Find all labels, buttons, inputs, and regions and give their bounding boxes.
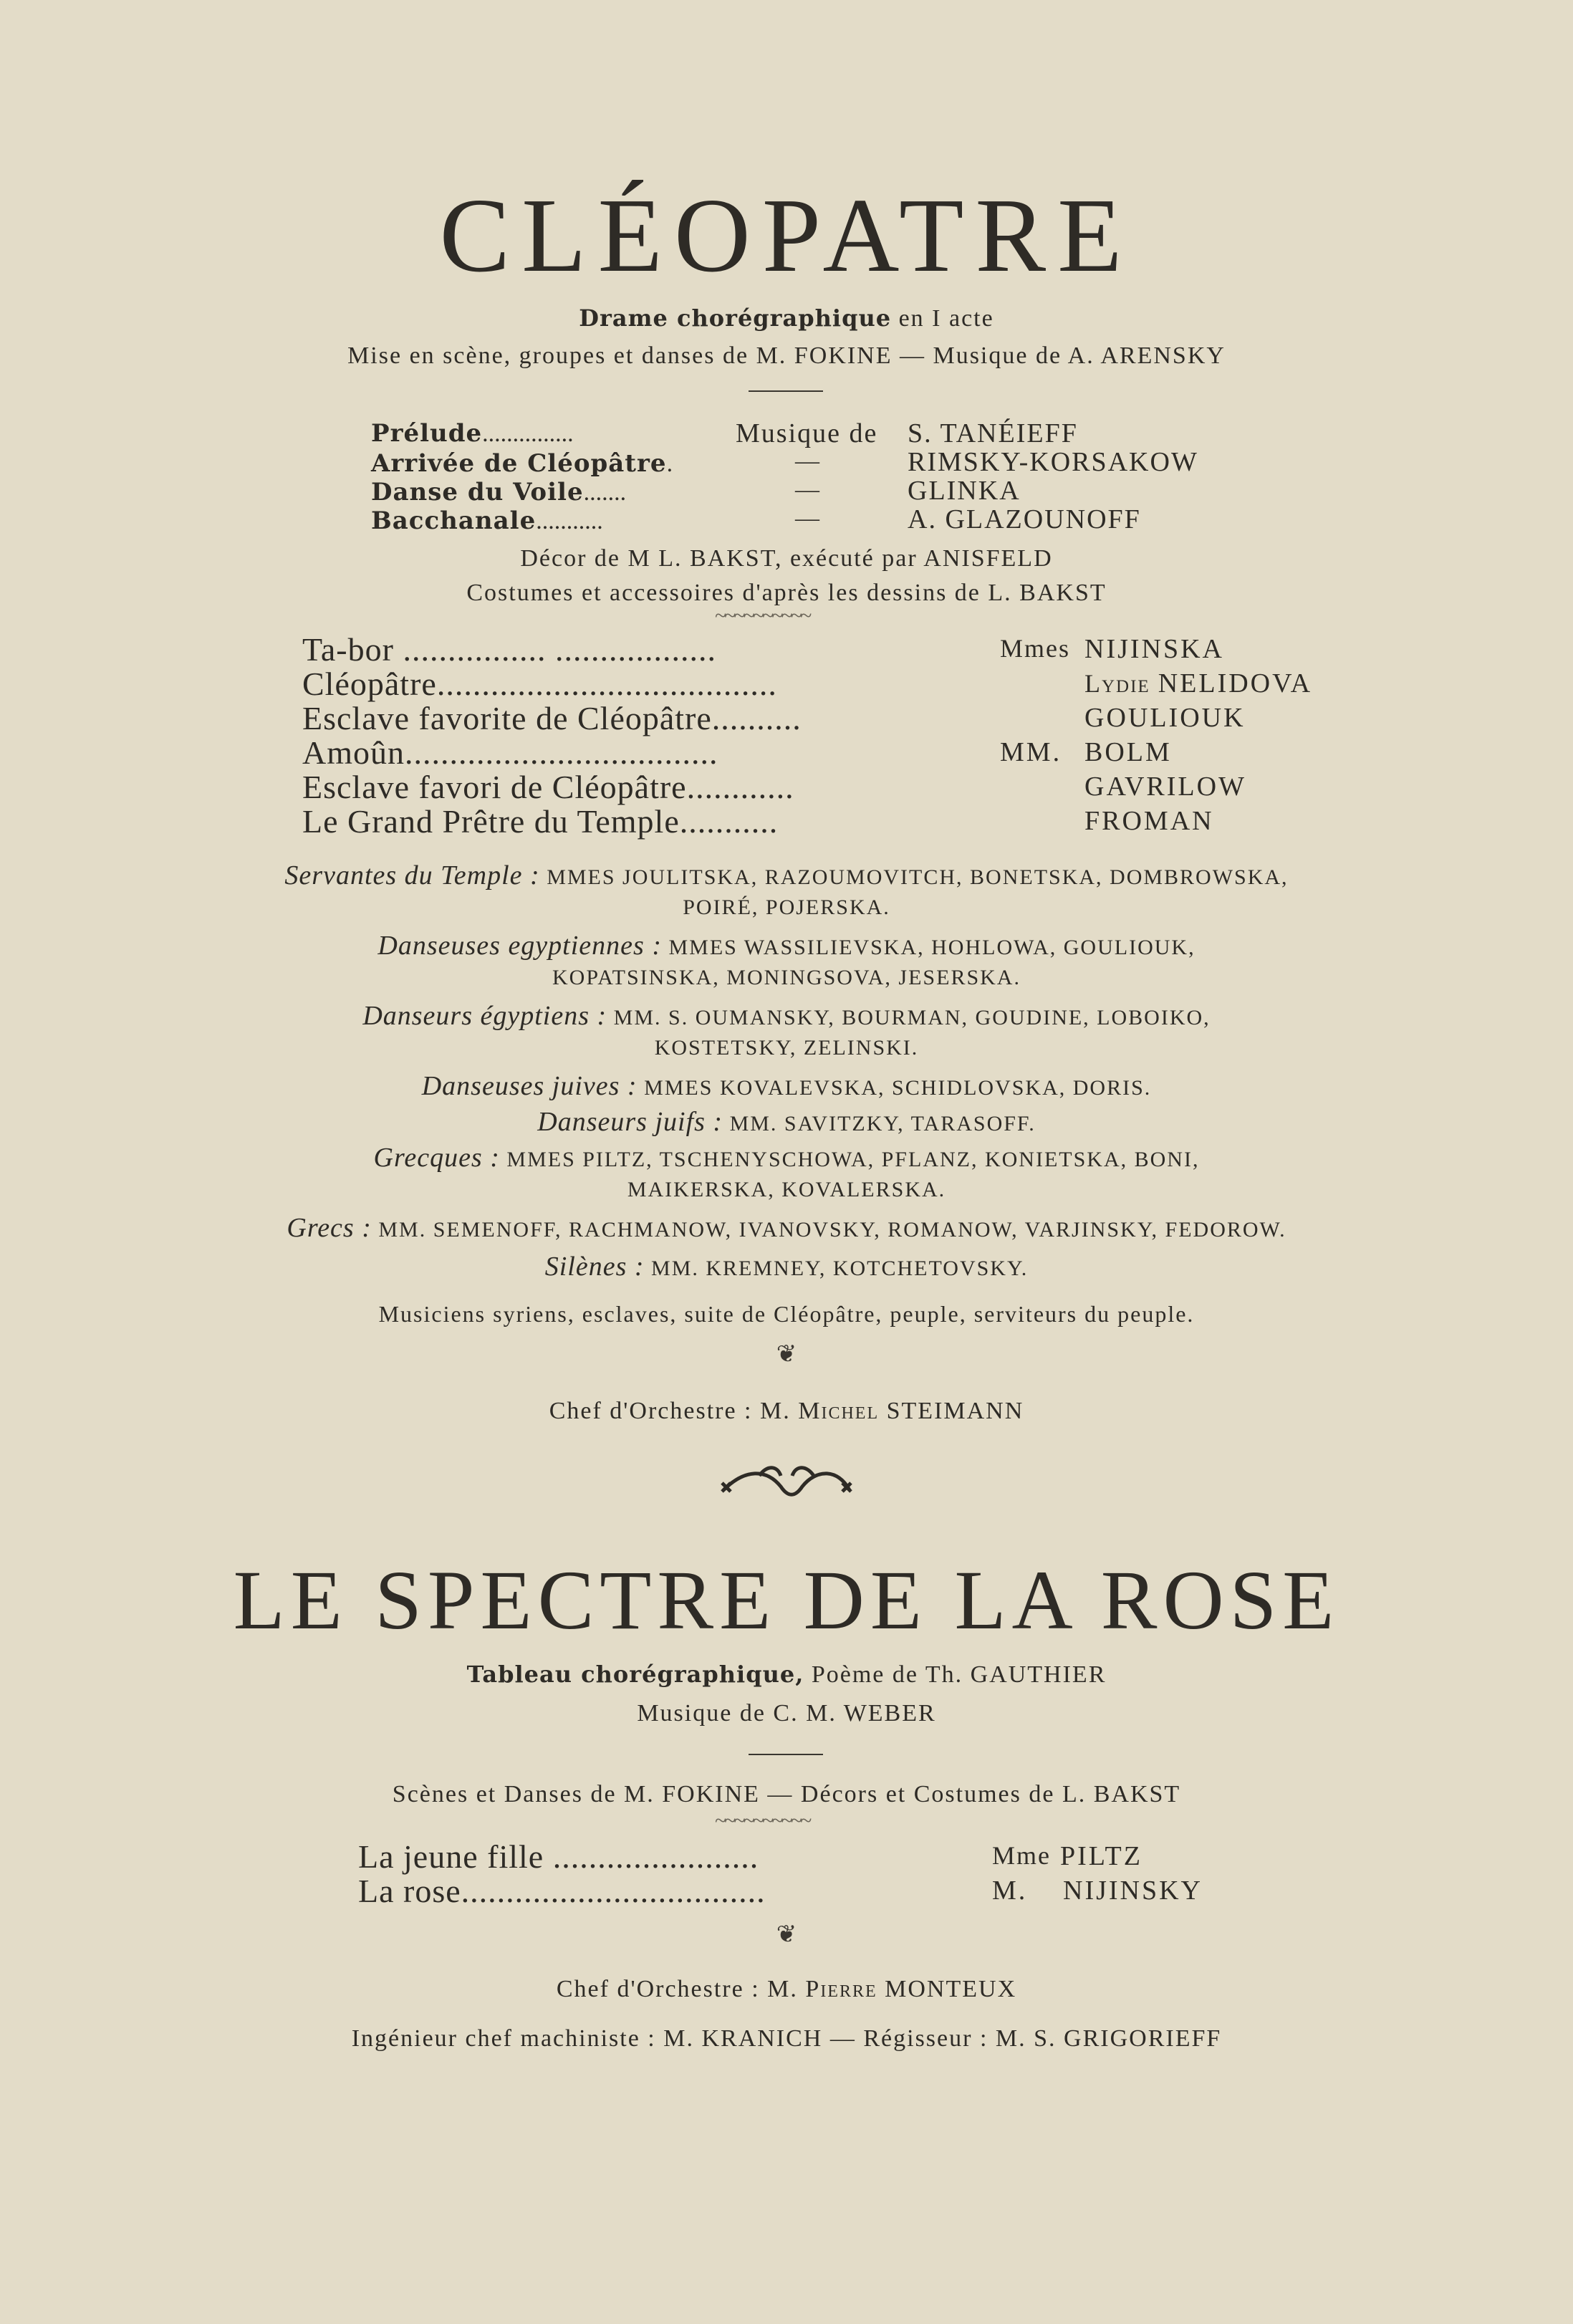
group-line bbox=[0, 1251, 1573, 1282]
fleuron-icon: ❦ bbox=[776, 1921, 797, 1948]
cast-row bbox=[358, 1872, 766, 1910]
spectre-subtitle-genre: Tableau chorégraphique, bbox=[466, 1661, 804, 1688]
cast-row bbox=[302, 734, 718, 772]
cast-dancer: BOLM bbox=[1084, 737, 1172, 767]
cast-role: La rose bbox=[358, 1873, 461, 1909]
music-piece: Danse du Voile bbox=[371, 478, 584, 506]
spectre-title: LE SPECTRE DE LA ROSE bbox=[233, 1553, 1340, 1647]
group-label: Danseuses juives : bbox=[421, 1071, 638, 1101]
leader-dots: ............ bbox=[686, 769, 794, 805]
cast-role: La jeune fille bbox=[358, 1838, 544, 1875]
cleopatre-decor: Décor de M L. BAKST, exécuté par ANISFELD bbox=[520, 545, 1053, 572]
music-row bbox=[371, 478, 626, 506]
leader-dots: ........... bbox=[536, 508, 603, 534]
leader-dots: ............... bbox=[482, 421, 574, 447]
leader-dots: . bbox=[666, 451, 673, 477]
cast-role: Esclave favori de Cléopâtre bbox=[302, 769, 687, 805]
spectre-music: Musique de C. M. WEBER bbox=[637, 1700, 936, 1727]
leader-dots: ....... bbox=[583, 479, 627, 506]
group-line bbox=[0, 1000, 1573, 1032]
cast-dancer: NELIDOVA bbox=[1158, 668, 1313, 698]
conductor-prefix: M. Michel bbox=[760, 1398, 880, 1424]
leader-dots: ....................... bbox=[552, 1838, 759, 1875]
cast-prefix bbox=[1084, 668, 1312, 699]
group-members: MMES JOULITSKA, RAZOUMOVITCH, BONETSKA, DOMBROWSKA, bbox=[547, 865, 1289, 889]
cast-row bbox=[358, 1838, 759, 1876]
spectre-conductor bbox=[0, 1975, 1573, 2004]
group-line: KOSTETSKY, ZELINSKI. bbox=[654, 1036, 919, 1060]
cast-role: Ta-bor bbox=[302, 631, 394, 668]
cleopatre-conductor bbox=[0, 1397, 1573, 1426]
cast-role: Le Grand Prêtre du Temple bbox=[302, 803, 680, 840]
cast-prefix: Mmes bbox=[1000, 634, 1070, 663]
group-label: Grecs : bbox=[287, 1213, 372, 1243]
cleopatre-extras: Musiciens syriens, esclaves, suite de Cléopâtre, peuple, serviteurs du peuple. bbox=[378, 1301, 1195, 1327]
leader-dots: .......... bbox=[711, 700, 802, 736]
group-line bbox=[0, 1070, 1573, 1102]
cast-row bbox=[302, 768, 794, 806]
spectre-machinist: Ingénieur chef machiniste : M. KRANICH — Régisseur : M. S. GRIGORIEFF bbox=[351, 2025, 1222, 2052]
leader-dots: ........... bbox=[679, 803, 779, 840]
spectre-subtitle-poem: Poème de Th. GAUTHIER bbox=[811, 1661, 1107, 1688]
cast-dancer: PILTZ bbox=[1060, 1841, 1143, 1871]
group-line bbox=[0, 930, 1573, 961]
music-composer: A. GLAZOUNOFF bbox=[908, 504, 1141, 534]
group-members: MMES KOVALEVSKA, SCHIDLOVSKA, DORIS. bbox=[644, 1076, 1152, 1100]
conductor-prefix: M. Pierre bbox=[767, 1976, 877, 2002]
group-line: MAIKERSKA, KOVALERSKA. bbox=[627, 1178, 946, 1201]
cast-role: Amoûn bbox=[302, 734, 405, 771]
group-members: MM. SEMENOFF, RACHMANOW, IVANOVSKY, ROMANOW, VARJINSKY, FEDOROW. bbox=[378, 1218, 1286, 1242]
cleopatre-title: CLÉOPATRE bbox=[439, 177, 1134, 294]
group-label: Danseuses egyptiennes : bbox=[377, 931, 662, 961]
cast-row bbox=[302, 630, 716, 668]
conductor-label: Chef d'Orchestre : bbox=[549, 1398, 753, 1424]
music-row bbox=[371, 449, 673, 478]
tilde-flourish: ~~~~~~~~~~ bbox=[715, 1809, 810, 1833]
music-piece: Bacchanale bbox=[371, 506, 537, 535]
cast-row bbox=[302, 802, 778, 840]
music-by: — bbox=[795, 448, 819, 474]
group-members: MMES PILTZ, TSCHENYSCHOWA, PFLANZ, KONIETSKA, BONI, bbox=[506, 1148, 1200, 1171]
spectre-credits: Scènes et Danses de M. FOKINE — Décors et Costumes de L. BAKST bbox=[392, 1781, 1181, 1807]
leader-dots: .................................. bbox=[461, 1873, 766, 1909]
cast-role: Esclave favorite de Cléopâtre bbox=[302, 700, 712, 736]
leader-dots: ................................... bbox=[405, 734, 718, 771]
group-label: Danseurs juifs : bbox=[537, 1107, 723, 1137]
cleopatre-subtitle-genre: Drame chorégraphique bbox=[579, 304, 892, 332]
music-by: — bbox=[795, 476, 819, 503]
group-label: Danseurs égyptiens : bbox=[362, 1001, 607, 1031]
cast-dancer: GAVRILOW bbox=[1084, 772, 1246, 802]
group-label: Silènes : bbox=[544, 1252, 645, 1282]
group-members: MM. KREMNEY, KOTCHETOVSKY. bbox=[651, 1257, 1029, 1280]
conductor-label: Chef d'Orchestre : bbox=[556, 1976, 760, 2002]
cast-prefix-text: Lydie bbox=[1084, 669, 1150, 698]
spectre-subtitle bbox=[0, 1661, 1573, 1690]
music-composer: RIMSKY-KORSAKOW bbox=[908, 447, 1198, 477]
cast-prefix: M. bbox=[992, 1876, 1028, 1906]
cleopatre-staging: Mise en scène, groupes et danses de M. FOKINE — Musique de A. ARENSKY bbox=[347, 342, 1226, 369]
group-members: MM. SAVITZKY, TARASOFF. bbox=[729, 1112, 1036, 1135]
group-line: POIRÉ, POJERSKA. bbox=[683, 895, 890, 919]
group-line: KOPATSINSKA, MONINGSOVA, JESERSKA. bbox=[552, 966, 1021, 989]
music-by: — bbox=[795, 505, 819, 532]
music-piece: Arrivée de Cléopâtre bbox=[371, 449, 667, 478]
group-members: MM. S. OUMANSKY, BOURMAN, GOUDINE, LOBOIKO, bbox=[613, 1006, 1211, 1029]
music-by: Musique de bbox=[736, 418, 878, 448]
group-line bbox=[0, 1106, 1573, 1138]
leader-dots: ................ .................. bbox=[403, 631, 716, 668]
cast-prefix: Mme bbox=[992, 1841, 1051, 1870]
cast-row bbox=[302, 699, 802, 737]
conductor-name: STEIMANN bbox=[886, 1398, 1024, 1424]
group-label: Grecques : bbox=[373, 1143, 500, 1173]
cast-dancer: GOULIOUK bbox=[1084, 703, 1246, 733]
cast-role: Cléopâtre bbox=[302, 666, 437, 702]
leader-dots: ...................................... bbox=[436, 666, 777, 702]
group-members: MMES WASSILIEVSKA, HOHLOWA, GOULIOUK, bbox=[668, 936, 1196, 959]
cast-prefix: MM. bbox=[1000, 737, 1062, 767]
music-row bbox=[371, 419, 574, 448]
group-line bbox=[0, 1142, 1573, 1173]
cast-dancer: FROMAN bbox=[1084, 806, 1214, 836]
ornament-icon bbox=[709, 1461, 864, 1512]
music-piece: Prélude bbox=[371, 419, 483, 448]
cleopatre-subtitle-acts: en I acte bbox=[898, 305, 994, 332]
cleopatre-costumes: Costumes et accessoires d'après les dessins de L. BAKST bbox=[466, 580, 1107, 606]
cast-dancer: NIJINSKY bbox=[1063, 1876, 1203, 1906]
divider-rule bbox=[749, 390, 823, 392]
music-composer: GLINKA bbox=[908, 476, 1021, 506]
tilde-flourish: ~~~~~~~~~~ bbox=[715, 604, 810, 628]
group-line bbox=[0, 1212, 1573, 1244]
group-line bbox=[0, 860, 1573, 891]
divider-rule bbox=[749, 1754, 823, 1755]
cast-dancer: NIJINSKA bbox=[1084, 634, 1224, 664]
cast-row bbox=[302, 665, 777, 703]
fleuron-icon: ❦ bbox=[776, 1341, 797, 1368]
music-composer: S. TANÉIEFF bbox=[908, 418, 1078, 448]
conductor-name: MONTEUX bbox=[885, 1976, 1017, 2002]
group-label: Servantes du Temple : bbox=[284, 860, 540, 890]
cleopatre-subtitle bbox=[0, 304, 1573, 334]
music-row bbox=[371, 506, 603, 535]
